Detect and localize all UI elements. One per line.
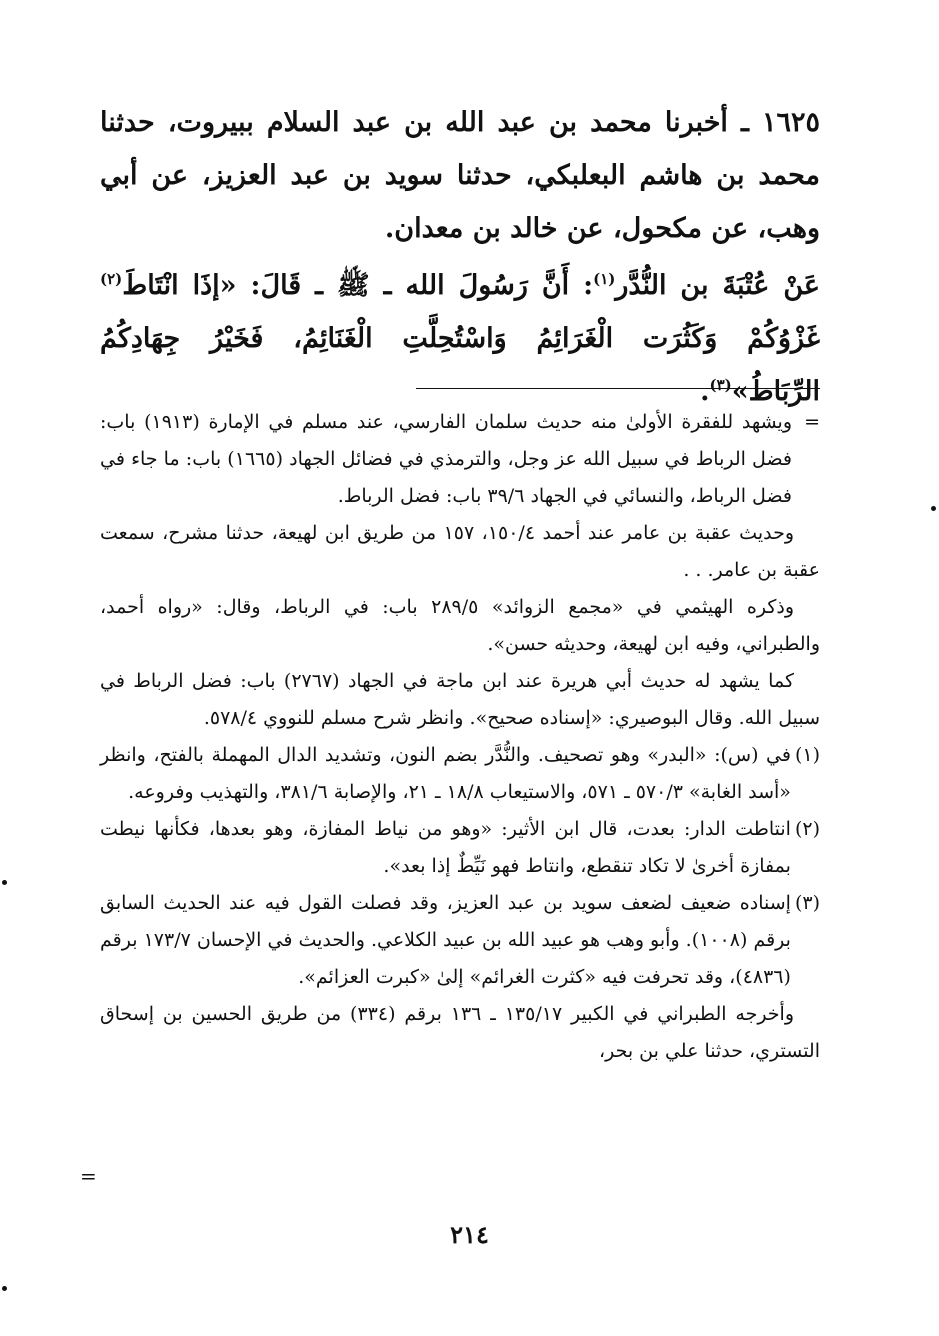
footnote-ref-1: (١) bbox=[593, 270, 616, 288]
continued-note-paragraph: كما يشهد له حديث أبي هريرة عند ابن ماجة في الجهاد (٢٧٦٧) باب: فضل الرباط في سبيل الله. وقال البوصيري: «إسناده صحيح». وانظر شرح مسلم للنووي ٥٧٨/٤. bbox=[100, 670, 820, 729]
isnad-text: ـ أخبرنا محمد بن عبد الله بن عبد السلام ببيروت، حدثنا محمد بن هاشم البعلبكي، حدثنا سويد بن عبد العزيز، عن أبي وهب، عن مكحول، عن خالد بن معدان. bbox=[100, 107, 820, 244]
matn-intro: عَنْ عُتْبَةَ بن النُّدَّر bbox=[615, 270, 820, 301]
footnote-text: انتاطت الدار: بعدت، قال ابن الأثير: «وهو من نياط المفازة، وهو بعدها، فكأنها نيطت بمفازة أخرىٰ لا تكاد تنقطع، وانتاط فهو نَيِّطٌ إذا بعد». bbox=[100, 818, 791, 877]
continued-note-paragraph: وحديث عقبة بن عامر عند أحمد ١٥٠/٤، ١٥٧ من طريق ابن لهيعة، حدثنا مشرح، سمعت عقبة بن عامر. . . bbox=[100, 522, 820, 581]
scan-speck bbox=[2, 1286, 7, 1291]
matn-middle: : أَنَّ رَسُولَ الله ـ ﷺ ـ قَالَ: bbox=[236, 270, 594, 301]
hadith-quote-part-2: غَزْوُكُمْ وَكَثُرَت الْغَرَائِمُ وَاسْتُحِلَّتِ الْغَنَائِمُ، فَخَيْرُ جِهَادِكُمُ الرِّبَاطُ» bbox=[100, 323, 820, 407]
footnote-number: (١) bbox=[794, 744, 820, 766]
continued-note-paragraph bbox=[100, 404, 820, 515]
hadith-number: ١٦٢٥ bbox=[761, 107, 820, 138]
footnote-body bbox=[100, 811, 791, 885]
footnote-2 bbox=[100, 811, 820, 885]
footnote-1 bbox=[100, 737, 820, 811]
footnote-number: (٢) bbox=[794, 818, 820, 840]
footnote-divider bbox=[416, 388, 820, 389]
footnote-text: في (س): «البدر» وهو تصحيف. والنُّدَّر بضم النون، وتشديد الدال المهملة بالفتح، وانظر «أسد الغابة» ٥٧٠/٣ ـ ٥٧١، والاستيعاب ١٨/٨ ـ ٢١، والإصابة ٣٨١/٦، والتهذيب وفروعه. bbox=[100, 744, 791, 803]
continuation-mark-bottom: = bbox=[80, 1164, 97, 1188]
matn-end: . bbox=[700, 376, 710, 407]
page-number: ٢١٤ bbox=[450, 1220, 489, 1249]
footnote-body bbox=[100, 885, 791, 996]
footnotes bbox=[100, 404, 820, 1070]
isnad-paragraph bbox=[100, 96, 820, 255]
scan-speck bbox=[2, 880, 7, 885]
hadith-quote-part-1: «إذَا انْتَاطَ bbox=[122, 270, 237, 301]
footnote-text: إسناده ضعيف لضعف سويد بن عبد العزيز، وقد فصلت القول فيه عند الحديث السابق برقم (١٠٠٨). وأبو وهب هو عبيد الله بن عبيد الكلاعي. والحديث في الإحسان ١٧٣/٧ برقم (٤٨٣٦)، وقد تحرفت فيه «كثرت الغرائم» إلىٰ «كبرت العزائم». bbox=[100, 892, 791, 988]
continued-note-text: ويشهد للفقرة الأولىٰ منه حديث سلمان الفارسي، عند مسلم في الإمارة (١٩١٣) باب: فضل الرباط في سبيل الله عز وجل، والترمذي في فضائل الجهاد (١٦٦٥) باب: ما جاء في فضل الرباط، والنسائي في الجهاد ٣٩/٦ باب: فضل الرباط. bbox=[100, 411, 793, 507]
scan-speck bbox=[931, 506, 936, 511]
continuation-mark: = bbox=[804, 411, 820, 433]
footnote-ref-3: (٣) bbox=[709, 376, 732, 394]
footnote-3 bbox=[100, 885, 820, 996]
trailing-paragraph: وأخرجه الطبراني في الكبير ١٣٥/١٧ ـ ١٣٦ برقم (٣٣٤) من طريق الحسين بن إسحاق التستري، حدثنا علي بن بحر، bbox=[100, 1003, 820, 1062]
footnote-ref-2: (٢) bbox=[100, 270, 123, 288]
main-text bbox=[100, 96, 820, 418]
footnote-body bbox=[100, 737, 791, 811]
footnote-number: (٣) bbox=[794, 892, 820, 914]
matn-paragraph bbox=[100, 259, 820, 418]
continued-note-paragraph: وذكره الهيثمي في «مجمع الزوائد» ٢٨٩/٥ باب: في الرباط، وقال: «رواه أحمد، والطبراني، وفيه ابن لهيعة، وحديثه حسن». bbox=[100, 596, 820, 655]
